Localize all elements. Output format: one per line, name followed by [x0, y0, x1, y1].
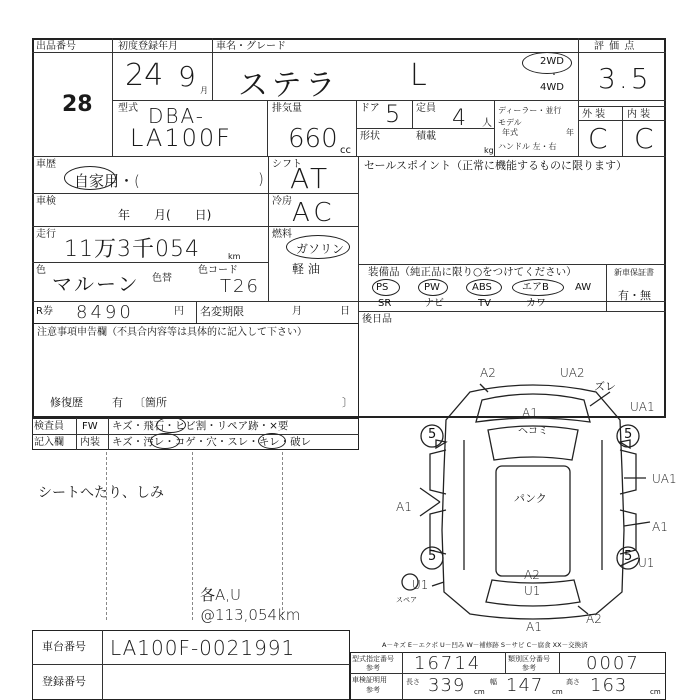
length-label: 長さ [406, 678, 420, 686]
color-code-label: 色コード [198, 265, 238, 276]
divider [267, 100, 268, 156]
diagram-label: UA1 [630, 400, 655, 414]
inspection-label: 車検 [36, 196, 56, 207]
cert-label-1: 車検証明用 [352, 676, 387, 684]
divider [622, 106, 623, 156]
equipment-sr: SR [378, 298, 392, 309]
spare-label: スペア [396, 596, 417, 604]
equipment-leather: カワ [526, 298, 546, 309]
recycle-unit: 円 [174, 306, 184, 317]
first-reg-label: 初度登録年月 [118, 41, 178, 52]
tire-front-left: 5 [428, 427, 437, 442]
divider [108, 418, 109, 450]
dealer-label: ディーラー・並行 [498, 106, 562, 115]
divider [32, 156, 666, 157]
fw-label: FW [82, 421, 98, 432]
divider [112, 38, 113, 156]
equipment-ps: PS [376, 282, 389, 293]
height-unit: cm [650, 688, 661, 696]
shift-label: シフト [272, 159, 302, 170]
divider [356, 128, 494, 129]
damage-legend: A－キズ E－エクボ U－凹み W－補修跡 S－サビ C－腐食 XX－交換済 [382, 641, 588, 649]
recycle-label: R券 [36, 306, 53, 317]
wear-circle [258, 433, 286, 449]
width-value: 147 [506, 675, 544, 696]
equipment-tv: TV [478, 298, 491, 309]
notes-label: 注意事項申告欄（不具合内容等は具体的に記入して下さい） [37, 327, 307, 338]
category-value: 0007 [586, 653, 640, 674]
divider [32, 434, 359, 435]
color-change-label: 色替 [152, 273, 172, 284]
equipment-navi: ナビ [424, 298, 444, 309]
ac-value: AC [292, 198, 336, 228]
tire-front-right: 5 [624, 427, 633, 442]
handwritten-note-1: シートへたり、しみ [38, 485, 164, 501]
inspector-label: 検査員 [34, 421, 64, 432]
chassis-value: LA100F-0021991 [110, 636, 296, 660]
name-change-month: 月 [292, 306, 302, 317]
diagram-label: UA2 [560, 366, 585, 380]
mileage-value: 11万3千054 [64, 237, 200, 262]
interior-grade: C [634, 122, 654, 155]
displacement-label: 排気量 [272, 103, 302, 114]
capacity-value: 4 [452, 106, 466, 131]
capacity-unit: 人 [482, 118, 492, 129]
divider [76, 418, 77, 450]
divider [412, 100, 413, 128]
model-value-1: DBA- [148, 104, 205, 128]
drive-4wd: 4WD [540, 82, 564, 93]
doors-label: ドア [360, 103, 380, 114]
handwritten-note-2: 各A,U [200, 586, 242, 604]
exterior-grade: C [588, 122, 608, 155]
name-grade-label: 車名・グレード [216, 41, 286, 52]
lot-number: 28 [62, 92, 93, 117]
reg-number-label: 登録番号 [42, 675, 86, 688]
diagram-label: A1 [522, 406, 538, 420]
width-label: 幅 [490, 678, 497, 686]
type-number-label-1: 型式指定番号 [352, 655, 394, 663]
year-unit: 年 [566, 128, 574, 137]
divider [282, 452, 283, 620]
rating-label: 評 価 点 [594, 41, 636, 52]
mileage-unit: km [228, 252, 241, 261]
divider [358, 264, 666, 265]
divider [212, 38, 213, 100]
history-value: 自家用・( [74, 172, 140, 190]
repair-label: 修復歴 [50, 396, 83, 409]
length-value: 339 [428, 675, 466, 696]
repair-part: 〔箇所 [134, 396, 167, 409]
divider [559, 652, 560, 673]
diagram-label: UA1 [652, 472, 677, 486]
sales-point-label: セールスポイント（正常に機能するものに限ります） [364, 159, 628, 172]
diagram-label: U1 [638, 556, 655, 570]
capacity-label: 定員 [416, 103, 436, 114]
model-value-2: LA100F [130, 124, 232, 152]
drive-dot: ・ [550, 70, 558, 79]
inspection-fields: 年 月( 日) [118, 208, 212, 222]
diagram-label: A1 [652, 520, 668, 534]
handle-label: ハンドル 左・右 [498, 142, 557, 151]
type-number-label-2: 参考 [366, 664, 380, 672]
repair-close: 〕 [342, 396, 353, 409]
width-unit: cm [552, 688, 563, 696]
category-label-1: 類別区分番号 [508, 655, 550, 663]
diagram-label: A2 [524, 568, 540, 582]
height-value: 163 [590, 675, 628, 696]
fuel-label: 燃料 [272, 229, 292, 240]
divider [358, 156, 359, 349]
shift-value: AT [290, 162, 331, 195]
divider [505, 652, 506, 673]
interior-label: 内 装 [627, 109, 651, 120]
tire-rear-left: 5 [428, 549, 437, 564]
exterior-label: 外 装 [582, 109, 606, 120]
lot-label: 出品番号 [36, 41, 76, 52]
height-label: 高さ [566, 678, 580, 686]
divider [268, 156, 269, 301]
diagram-label: A1 [396, 500, 412, 514]
model-year-label-2: 年式 [502, 128, 518, 137]
diagram-label: U1 [524, 584, 541, 598]
divider [494, 100, 495, 156]
fuel-gasoline: ガソリン [296, 242, 345, 256]
doors-value: 5 [385, 100, 401, 128]
equipment-pw: PW [424, 282, 440, 293]
color-value: マルーン [52, 272, 140, 296]
grade: L [410, 58, 427, 93]
color-label: 色 [36, 265, 46, 276]
divider [32, 664, 350, 665]
model-year-label-1: モデル [498, 118, 522, 127]
load-unit: kg [484, 146, 494, 155]
reg-year: 24 [125, 58, 164, 93]
name-change-day: 日 [340, 306, 350, 317]
color-code-value: T26 [220, 276, 260, 297]
divider [196, 301, 197, 323]
displacement-value: 660 [288, 124, 338, 154]
equipment-aw: AW [575, 282, 592, 293]
stain-circle [150, 433, 180, 449]
tire-rear-right: 5 [624, 549, 633, 564]
fuel-light-oil: 軽 油 [292, 262, 320, 276]
name-change-label: 名変期限 [200, 305, 244, 318]
diagram-label: U1 [412, 578, 429, 592]
cert-label-2: 参考 [366, 686, 380, 694]
divider [102, 630, 103, 700]
chip-circle [156, 417, 186, 433]
warranty-value: 有・無 [618, 289, 651, 302]
load-label: 積載 [416, 131, 436, 142]
interior-cell: 内装 [80, 437, 100, 448]
fw-codes: キズ・飛石・ヒビ割・リペア跡・×要 [112, 420, 289, 432]
recycle-value: 8490 [76, 302, 134, 323]
length-unit: cm [474, 688, 485, 696]
recorder-label: 記入欄 [34, 437, 64, 448]
diagram-label: A2 [586, 612, 602, 626]
divider [578, 38, 579, 156]
type-number-value: 16714 [414, 653, 482, 674]
car-name: ステラ [238, 68, 340, 103]
drive-2wd: 2WD [540, 56, 564, 67]
shape-label: 形状 [360, 131, 380, 142]
divider [402, 652, 403, 700]
divider [106, 452, 107, 620]
diagram-label: A2 [480, 366, 496, 380]
reg-month-unit: 月 [200, 86, 208, 95]
equipment-abs: ABS [472, 282, 492, 293]
diagram-label: ヘコミ [518, 426, 548, 437]
divider [606, 264, 607, 311]
model-label: 型式 [118, 103, 138, 114]
repair-value: 有 [112, 396, 123, 409]
mileage-label: 走行 [36, 229, 56, 240]
handwritten-note-3: @113,054km [200, 606, 301, 624]
divider [32, 52, 666, 53]
interior-codes: キズ・汚レ・コゲ・穴・スレ・キレ・破レ [112, 436, 312, 448]
post-delivery-label: 後日品 [362, 314, 392, 325]
chassis-label: 車台番号 [42, 640, 86, 653]
equipment-airbag: エアB [522, 282, 549, 293]
diagram-label: ズレ [594, 380, 616, 393]
divider [192, 452, 193, 620]
diagram-label: A1 [526, 620, 542, 634]
divider [358, 311, 666, 312]
history-label: 車歴 [36, 159, 56, 170]
history-close: ) [258, 170, 264, 188]
category-label-2: 参考 [522, 664, 536, 672]
warranty-label: 新車保証書 [614, 268, 654, 277]
diagram-label: パンク [514, 492, 547, 505]
equipment-label: 装備品（純正品に限り○をつけてください） [368, 266, 577, 278]
reg-month: 9 [178, 60, 196, 93]
displacement-unit: cc [340, 145, 351, 156]
ac-label: 冷房 [272, 196, 292, 207]
rating-value: 3.5 [598, 62, 652, 95]
